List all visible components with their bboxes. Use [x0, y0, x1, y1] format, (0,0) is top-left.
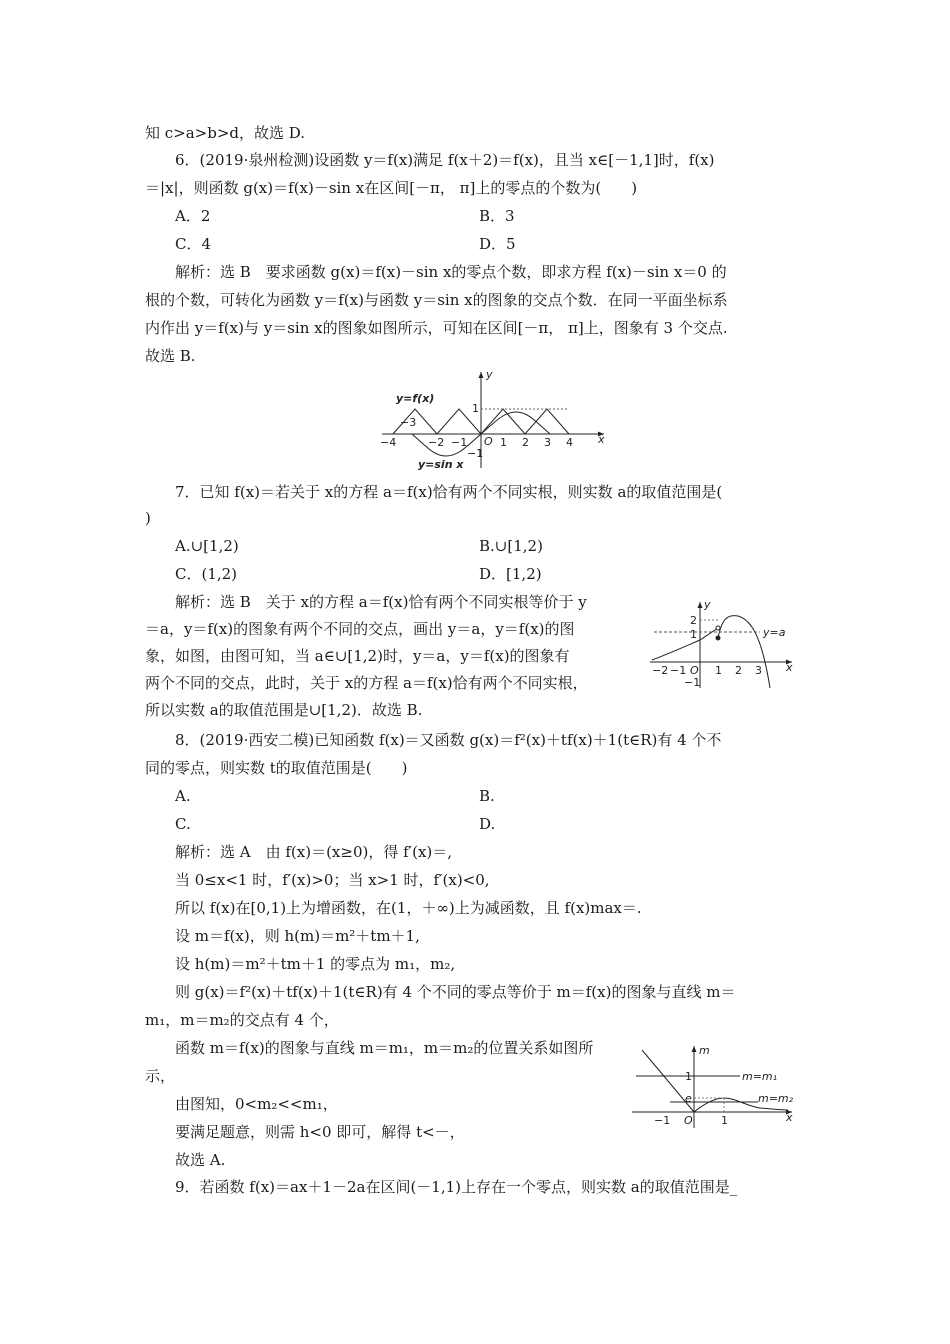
tick-label: 3	[544, 436, 551, 449]
tick-label: 2	[690, 614, 697, 627]
tick-label: −2	[428, 436, 445, 449]
option-c: C.	[175, 815, 191, 833]
option-b: B.	[479, 787, 495, 805]
solution-line: 设 h(m)＝m²＋tm＋1 的零点为 m₁，m₂,	[175, 955, 456, 973]
tick-label: 1	[715, 664, 722, 677]
x-axis-label: x	[786, 661, 793, 674]
solution-line: 由图知，0<m₂<<m₁，	[175, 1095, 338, 1113]
tick-label: −3	[400, 416, 417, 429]
solution-line: 所以实数 a的取值范围是∪[1,2)．故选 B.	[145, 701, 423, 719]
text-line: 知 c>a>b>d，故选 D.	[145, 124, 306, 142]
solution-line: 当 0≤x<1 时，f′(x)>0；当 x>1 时，f′(x)<0,	[175, 871, 490, 889]
solution-line: 根的个数，可转化为函数 y＝f(x)与函数 y＝sin x的图象的交点个数．在同一平面坐标系	[145, 291, 728, 309]
y-axis-label: y	[486, 368, 493, 381]
option-c: C．(1,2)	[175, 565, 238, 583]
tick-label: −1	[684, 676, 701, 689]
curve-label-sin: y=sin x	[418, 458, 464, 471]
tick-label: −1	[670, 664, 687, 677]
question-9-stem: 9．若函数 f(x)＝ax＋1－2a在区间(－1,1)上存在一个零点，则实数 a的取值范围是_	[175, 1178, 738, 1196]
open-endpoint	[716, 626, 720, 630]
option-d: D.	[479, 815, 496, 833]
line-label: y=a	[763, 626, 786, 639]
solution-line: 设 m＝f(x)，则 h(m)＝m²＋tm＋1,	[175, 927, 420, 945]
solution-line: 解析：选 B 关于 x的方程 a＝f(x)恰有两个不同实根等价于 y	[175, 593, 587, 611]
solution-line: 象，如图，由图可知，当 a∈∪[1,2)时，y＝a，y＝f(x)的图象有	[145, 647, 570, 665]
x-axis-label: x	[598, 433, 605, 446]
option-a: A.	[175, 787, 191, 805]
solution-line: 函数 m＝f(x)的图象与直线 m＝m₁，m＝m₂的位置关系如图所	[175, 1039, 594, 1057]
solution-line: ＝a，y＝f(x)的图象有两个不同的交点，画出 y＝a，y＝f(x)的图	[145, 620, 575, 638]
tick-label: 1	[690, 628, 697, 641]
option-a: A．2	[175, 207, 211, 225]
tick-label: 1	[472, 402, 479, 415]
tick-label: −1	[451, 436, 468, 449]
question-8-stem: 同的零点，则实数 t的取值范围是( )	[145, 759, 408, 777]
tick-label: 1	[721, 1114, 728, 1127]
option-b: B.∪[1,2)	[479, 537, 543, 555]
tick-label: 2	[735, 664, 742, 677]
option-d: D．5	[479, 235, 516, 253]
tick-label: 1	[685, 1070, 692, 1083]
y-axis-label: y	[704, 598, 711, 611]
question-6-stem: 6．(2019·泉州检测)设函数 y＝f(x)满足 f(x＋2)＝f(x)，且当 x∈[－1,1]时，f(x)	[175, 151, 715, 169]
figure-periodic-sine	[378, 368, 610, 472]
tick-label: 1	[500, 436, 507, 449]
solution-line: 要满足题意，则需 h<0 即可，解得 t<－，	[175, 1123, 465, 1141]
question-7-stem: )	[145, 509, 151, 527]
solution-line: 示，	[145, 1067, 176, 1085]
solution-line: 故选 A.	[175, 1151, 226, 1169]
option-c: C．4	[175, 235, 212, 253]
tick-label: 2	[522, 436, 529, 449]
option-b: B．3	[479, 207, 515, 225]
origin-label: O	[484, 435, 493, 448]
figure-m-lines	[630, 1042, 798, 1130]
question-7-stem: 7．已知 f(x)＝若关于 x的方程 a＝f(x)恰有两个不同实根，则实数 a的取值范围是(	[175, 483, 723, 501]
solution-line: 解析：选 B 要求函数 g(x)＝f(x)－sin x的零点个数，即求方程 f(x)－sin x＝0 的	[175, 263, 727, 281]
origin-label: O	[684, 1114, 693, 1127]
left-branch-curve	[652, 628, 718, 660]
tick-label: −1	[467, 447, 484, 460]
solution-line: 则 g(x)＝f²(x)＋tf(x)＋1(t∈R)有 4 个不同的零点等价于 m＝f(x)的图象与直线 m＝	[175, 983, 736, 1001]
solution-line: 解析：选 A 由 f(x)＝(x≥0)，得 f′(x)＝,	[175, 843, 453, 861]
x-axis-label: x	[786, 1111, 793, 1124]
question-8-stem: 8．(2019·西安二模)已知函数 f(x)＝又函数 g(x)＝f²(x)＋tf(x)＋1(t∈R)有 4 个不	[175, 731, 722, 749]
solution-line: 两个不同的交点，此时，关于 x的方程 a＝f(x)恰有两个不同实根，	[145, 674, 588, 692]
solution-line: 故选 B.	[145, 347, 196, 365]
line-label-m2: m=m₂	[758, 1092, 794, 1105]
y-axis-label: m	[699, 1044, 710, 1057]
question-6-stem: ＝|x|，则函数 g(x)＝f(x)－sin x在区间[－π， π]上的零点的个数为( )	[145, 179, 638, 197]
tick-label: −4	[380, 436, 397, 449]
figure-piecewise	[648, 598, 796, 690]
line-label-m1: m=m₁	[742, 1070, 778, 1083]
option-a: A.∪[1,2)	[175, 537, 239, 555]
tick-label: 3	[755, 664, 762, 677]
solution-line: 内作出 y＝f(x)与 y＝sin x的图象如图所示，可知在区间[－π， π]上，图象有 3 个交点.	[145, 319, 728, 337]
curve-label-f: y=f(x)	[396, 392, 435, 405]
tick-label: −1	[654, 1114, 671, 1127]
origin-label: O	[690, 664, 699, 677]
label-e: e	[685, 1092, 692, 1105]
option-d: D．[1,2)	[479, 565, 542, 583]
solution-line: 所以 f(x)在[0,1)上为增函数，在(1，＋∞)上为减函数，且 f(x)max＝.	[175, 899, 642, 917]
solution-line: m₁，m＝m₂的交点有 4 个，	[145, 1011, 339, 1029]
tick-label: −2	[652, 664, 669, 677]
tick-label: 4	[566, 436, 573, 449]
